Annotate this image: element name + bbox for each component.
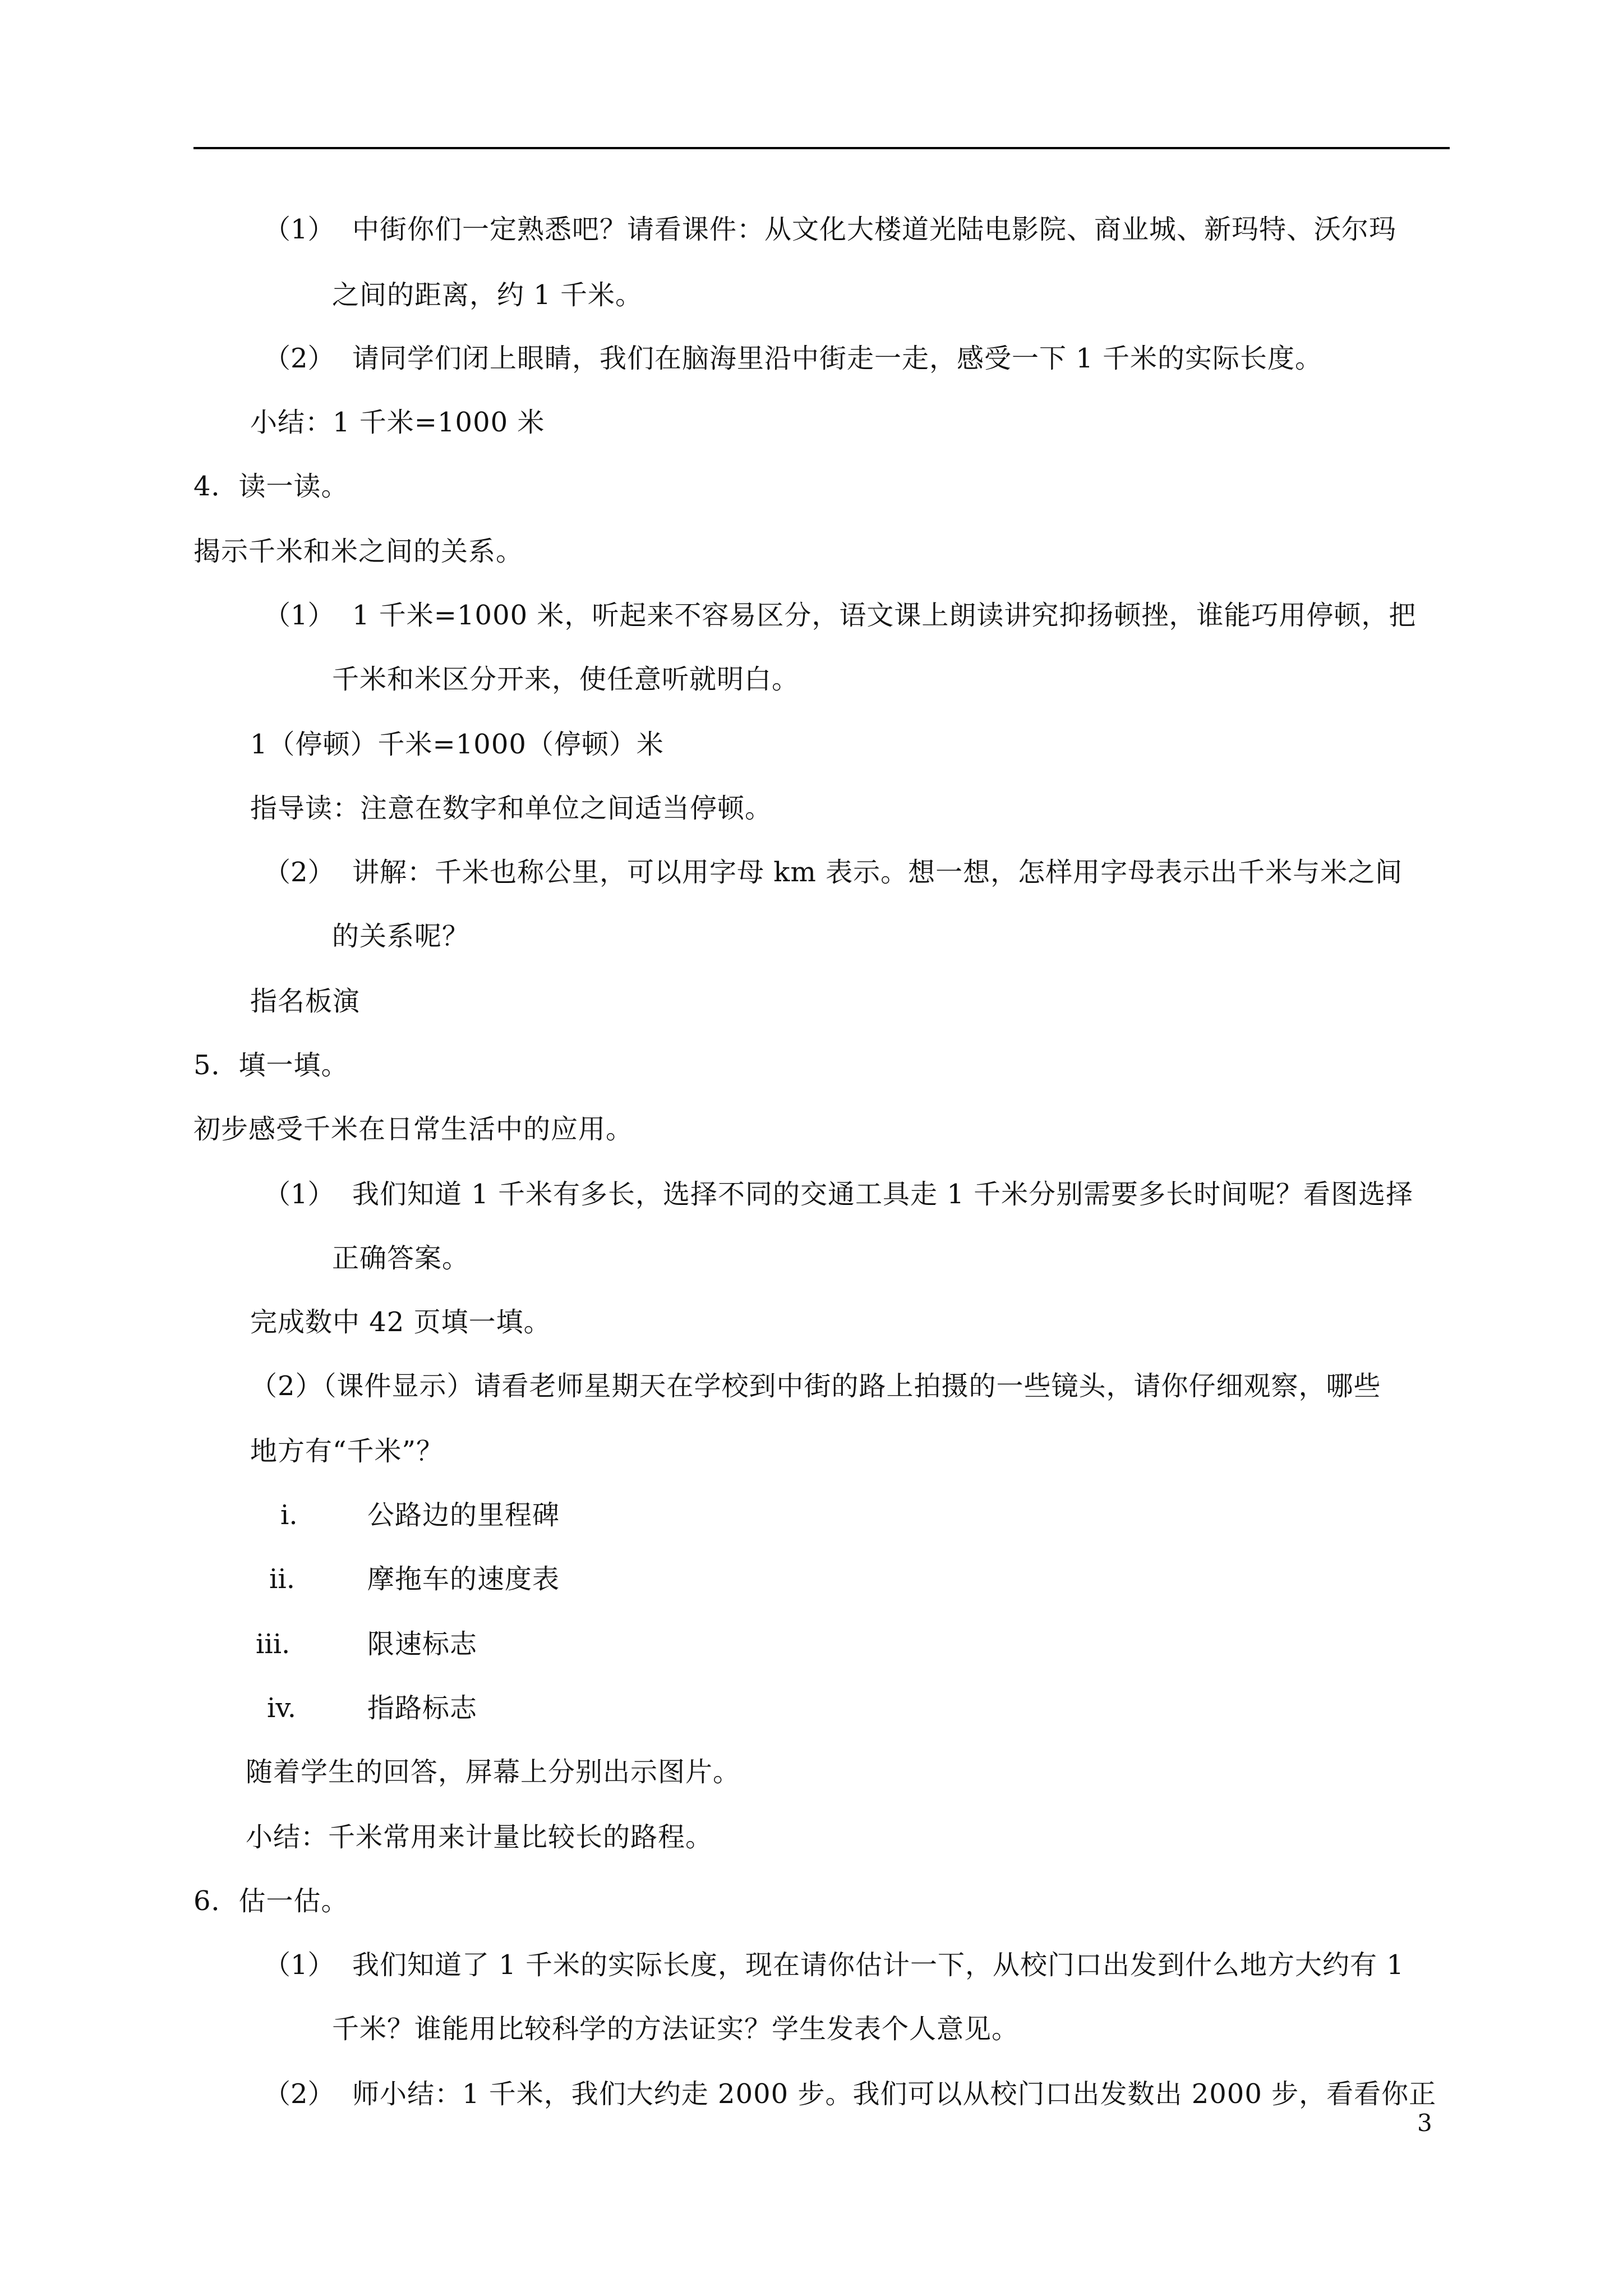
paragraph-line: 我们知道 1 千米有多长，选择不同的交通工具走 1 千米分别需要多长时间呢？看图选择	[352, 1179, 1414, 1210]
item-number: （2）	[264, 2078, 335, 2110]
paragraph-line: 随着学生的回答，屏幕上分别出示图片。	[246, 1756, 741, 1788]
list-item: 限速标志	[367, 1628, 478, 1660]
paragraph-line: 讲解：千米也称公里，可以用字母 km 表示。想一想，怎样用字母表示出千米与米之间	[352, 857, 1403, 888]
summary-line: 小结：千米常用来计量比较长的路程。	[246, 1821, 713, 1853]
header-rule	[193, 147, 1450, 149]
paragraph-line: 中街你们一定熟悉吧？请看课件：从文化大楼道光陆电影院、商业城、新玛特、沃尔玛	[352, 214, 1397, 245]
list-item: 公路边的里程碑	[367, 1499, 560, 1531]
paragraph-line: 完成数中 42 页填一填。	[250, 1306, 551, 1338]
paragraph-line: 指导读：注意在数字和单位之间适当停顿。	[250, 793, 773, 824]
paragraph-line: 1（停顿）千米=1000（停顿）米	[250, 729, 664, 760]
summary-line: 小结：1 千米=1000 米	[250, 407, 545, 438]
item-number: （2）	[264, 343, 335, 374]
item-number: （1）	[264, 1949, 335, 1981]
section-intro: 初步感受千米在日常生活中的应用。	[193, 1114, 634, 1145]
page-number: 3	[1417, 2109, 1432, 2137]
paragraph-line: 之间的距离，约 1 千米。	[332, 279, 643, 311]
list-item: 指路标志	[367, 1692, 478, 1724]
list-number: ii.	[269, 1563, 295, 1595]
section-heading: 5．填一填。	[193, 1050, 349, 1081]
paragraph-line: 千米？谁能用比较科学的方法证实？学生发表个人意见。	[332, 2013, 1020, 2045]
item-number: （1）	[264, 1179, 335, 1210]
list-number: iii.	[256, 1628, 291, 1660]
paragraph-line: 我们知道了 1 千米的实际长度，现在请你估计一下，从校门口出发到什么地方大约有 1	[352, 1949, 1404, 1981]
section-heading: 6．估一估。	[193, 1885, 349, 1917]
paragraph-line: 师小结：1 千米，我们大约走 2000 步。我们可以从校门口出发数出 2000 步，看看你正	[352, 2078, 1437, 2110]
item-number: （1）	[264, 214, 335, 245]
paragraph-line: 指名板演	[250, 986, 361, 1017]
section-heading: 4．读一读。	[193, 471, 349, 502]
list-number: i.	[280, 1499, 298, 1531]
section-intro: 揭示千米和米之间的关系。	[193, 536, 524, 567]
item-number: （1）	[264, 600, 335, 631]
paragraph-line: 的关系呢？	[332, 921, 470, 952]
list-item: 摩拖车的速度表	[367, 1563, 560, 1595]
item-number: （2）	[264, 857, 335, 888]
list-number: iv.	[267, 1692, 297, 1724]
paragraph-line: 正确答案。	[332, 1243, 470, 1274]
paragraph-line: 千米和米区分开来，使任意听就明白。	[332, 664, 800, 695]
paragraph-line: （2）（课件显示）请看老师星期天在学校到中街的路上拍摄的一些镜头，请你仔细观察，哪些	[250, 1370, 1381, 1402]
paragraph-line: 请同学们闭上眼睛，我们在脑海里沿中街走一走，感受一下 1 千米的实际长度。	[352, 343, 1323, 374]
paragraph-line: 1 千米=1000 米，听起来不容易区分，语文课上朗读讲究抑扬顿挫，谁能巧用停顿，把	[352, 600, 1417, 631]
paragraph-line: 地方有“千米”？	[250, 1435, 444, 1467]
